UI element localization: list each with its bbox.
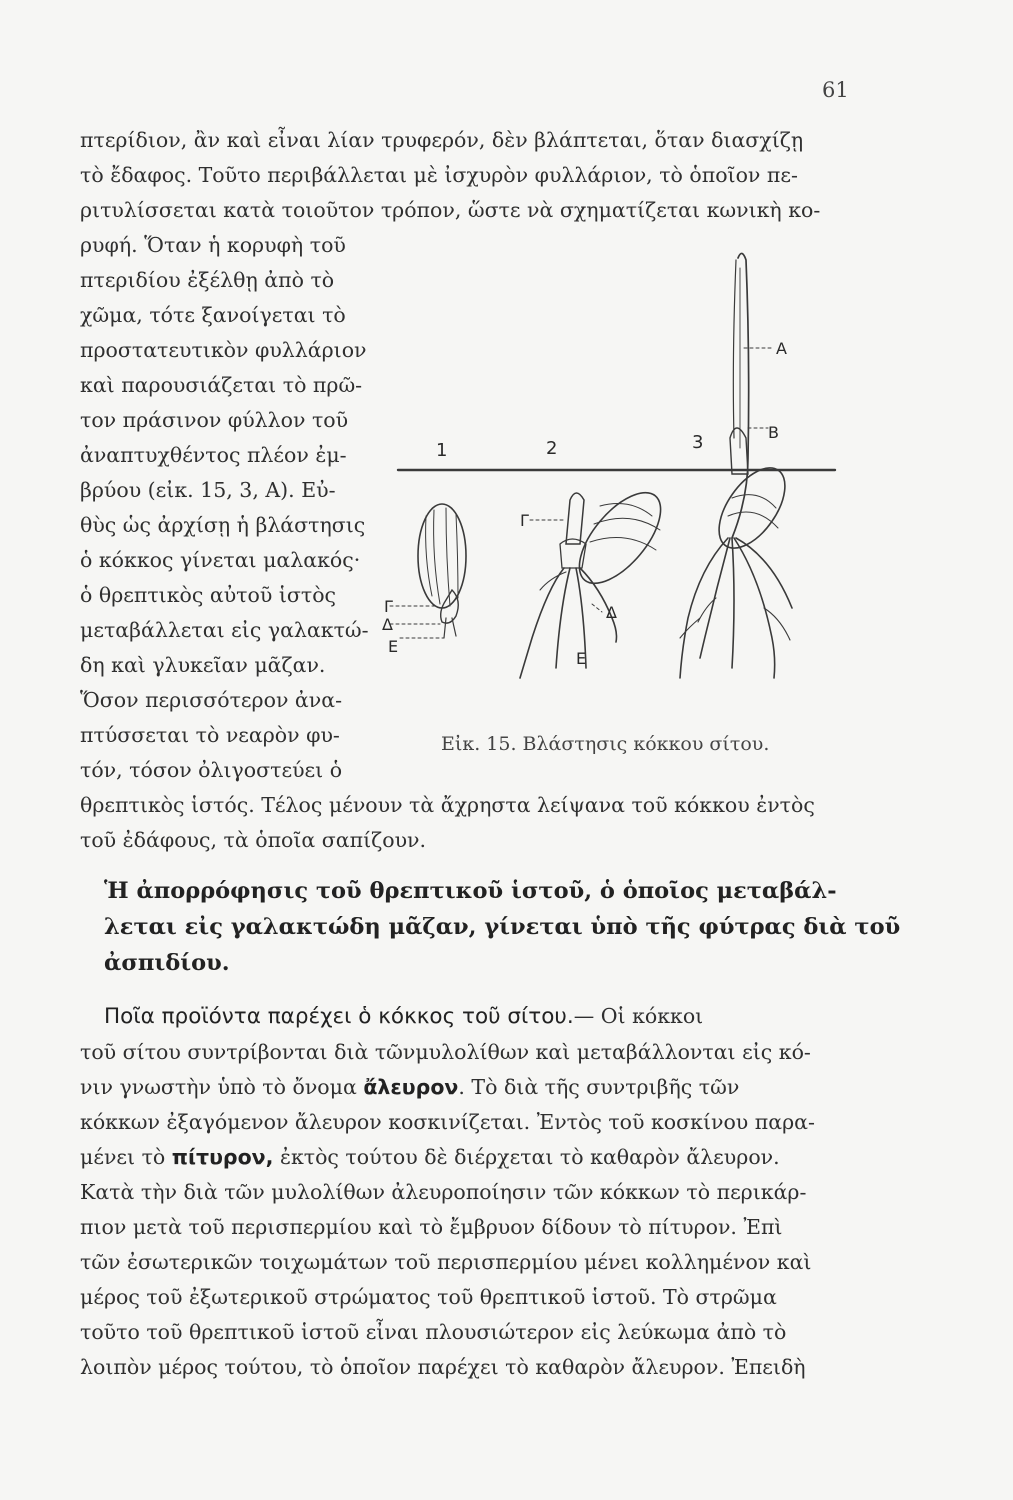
section-heading-line	[104, 1004, 703, 1029]
text-line: προστατευτικὸν φυλλάριον	[80, 338, 367, 362]
text-line: τοῦ σίτου συντρίβονται διὰ τῶνμυλολίθων καὶ μεταβάλλονται εἰς κό-	[80, 1040, 811, 1064]
text-line: πιον μετὰ τοῦ περισπερμίου καὶ τὸ ἔμβρυον δίδουν τὸ πίτυρον. Ἐπὶ	[80, 1215, 783, 1239]
text-line: ριτυλίσσεται κατὰ τοιοῦτον τρόπον, ὥστε νὰ σχηματίζεται κωνικὴ κο-	[80, 198, 821, 222]
term-pityron: πίτυρον,	[171, 1145, 274, 1169]
text-line: λοιπὸν μέρος τούτου, τὸ ὁποῖον παρέχει τὸ καθαρὸν ἄλευρον. Ἐπειδὴ	[80, 1355, 806, 1379]
text-line: τοῦ ἐδάφους, τὰ ὁποῖα σαπίζουν.	[80, 828, 427, 852]
text-line: βρύου (εἰκ. 15, 3, Α). Εὐ-	[80, 478, 336, 502]
text-line: δη καὶ γλυκεῖαν μᾶζαν.	[80, 653, 326, 677]
text-line: θρεπτικὸς ἱστός. Τέλος μένουν τὰ ἄχρηστα λείψανα τοῦ κόκκου ἐντὸς	[80, 793, 815, 817]
text-line: τοῦτο τοῦ θρεπτικοῦ ἱστοῦ εἶναι πλουσιώτερον εἰς λεύκωμα ἀπὸ τὸ	[80, 1320, 787, 1344]
page-number: 61	[822, 78, 849, 102]
figure-wheat-germination	[380, 238, 840, 698]
section-heading: Ποῖα προϊόντα παρέχει ὁ κόκκος τοῦ σίτου.	[104, 1004, 574, 1029]
section-heading-tail: — Οἱ κόκκοι	[573, 1004, 704, 1028]
text-line	[80, 1145, 780, 1169]
part-label: Δ	[606, 603, 617, 622]
part-label: Γ	[384, 597, 393, 616]
part-label: B	[768, 423, 779, 442]
bold-text-line: ἀσπιδίου.	[104, 950, 230, 976]
stage-label: 3	[692, 432, 704, 453]
part-label: E	[388, 637, 399, 656]
text-line: μέρος τοῦ ἐξωτερικοῦ στρώματος τοῦ θρεπτικοῦ ἱστοῦ. Τὸ στρῶμα	[80, 1285, 777, 1309]
text-line: τον πράσινον φύλλον τοῦ	[80, 408, 349, 432]
text-line: ρυφή. Ὅταν ἡ κορυφὴ τοῦ	[80, 233, 346, 257]
stage-1-grain	[418, 504, 466, 638]
part-label: E	[576, 649, 587, 668]
text-line	[80, 1075, 739, 1099]
term-aleuron: ἄλευρον	[363, 1075, 459, 1099]
text-fragment: . Τὸ διὰ τῆς συντριβῆς τῶν	[458, 1075, 740, 1099]
text-line: ὁ θρεπτικὸς αὐτοῦ ἱστὸς	[80, 583, 337, 607]
text-line: χῶμα, τότε ξανοίγεται τὸ	[80, 303, 346, 327]
text-line: πτεριδίου ἐξέλθῃ ἀπὸ τὸ	[80, 268, 335, 292]
figure-caption: Εἰκ. 15. Βλάστησις κόκκου σίτου.	[441, 733, 770, 755]
text-line: Κατὰ τὴν διὰ τῶν μυλολίθων ἀλευροποίησιν τῶν κόκκων τὸ περικάρ-	[80, 1180, 807, 1204]
part-label: A	[776, 339, 787, 358]
text-line: ἀναπτυχθέντος πλέον ἐμ-	[80, 443, 347, 467]
germination-illustration	[380, 238, 840, 698]
text-fragment: ἐκτὸς τούτου δὲ διέρχεται τὸ καθαρὸν ἄλευρον.	[273, 1145, 780, 1169]
text-line: καὶ παρουσιάζεται τὸ πρῶ-	[80, 373, 363, 397]
text-line: τὸ ἔδαφος. Τοῦτο περιβάλλεται μὲ ἰσχυρὸν φυλλάριον, τὸ ὁποῖον πε-	[80, 163, 798, 187]
stage-3-seedling	[680, 253, 798, 678]
stage-label: 1	[436, 440, 448, 461]
text-line: πτύσσεται τὸ νεαρὸν φυ-	[80, 723, 340, 747]
text-line: ὁ κόκκος γίνεται μαλακός·	[80, 548, 361, 572]
text-line: Ὅσον περισσότερον ἀνα-	[80, 688, 342, 712]
bold-text-line: λεται εἰς γαλακτώδη μᾶζαν, γίνεται ὑπὸ τῆς φύτρας διὰ τοῦ	[104, 914, 901, 940]
text-line: μεταβάλλεται εἰς γαλακτώ-	[80, 618, 369, 642]
stage-2-seedling	[520, 479, 675, 678]
text-line: θὺς ὡς ἀρχίσῃ ἡ βλάστησις	[80, 513, 366, 537]
text-line: πτερίδιον, ἂν καὶ εἶναι λίαν τρυφερόν, δὲν βλάπτεται, ὅταν διασχίζῃ	[80, 128, 804, 152]
text-fragment: μένει τὸ	[80, 1145, 172, 1169]
stage-label: 2	[546, 438, 558, 459]
text-line: τῶν ἐσωτερικῶν τοιχωμάτων τοῦ περισπερμίου μένει κολλημένον καὶ	[80, 1250, 812, 1274]
text-line: τόν, τόσον ὀλιγοστεύει ὁ	[80, 758, 343, 782]
text-line: κόκκων ἐξαγόμενον ἄλευρον κοσκινίζεται. Ἐντὸς τοῦ κοσκίνου παρα-	[80, 1110, 815, 1134]
bold-text-line: Ἡ ἀπορρόφησις τοῦ θρεπτικοῦ ἱστοῦ, ὁ ὁποῖος μεταβάλ-	[104, 878, 837, 904]
text-fragment: νιν γνωστὴν ὑπὸ τὸ ὄνομα	[80, 1075, 364, 1099]
part-label: Γ	[520, 511, 529, 530]
part-label: Δ	[382, 615, 393, 634]
